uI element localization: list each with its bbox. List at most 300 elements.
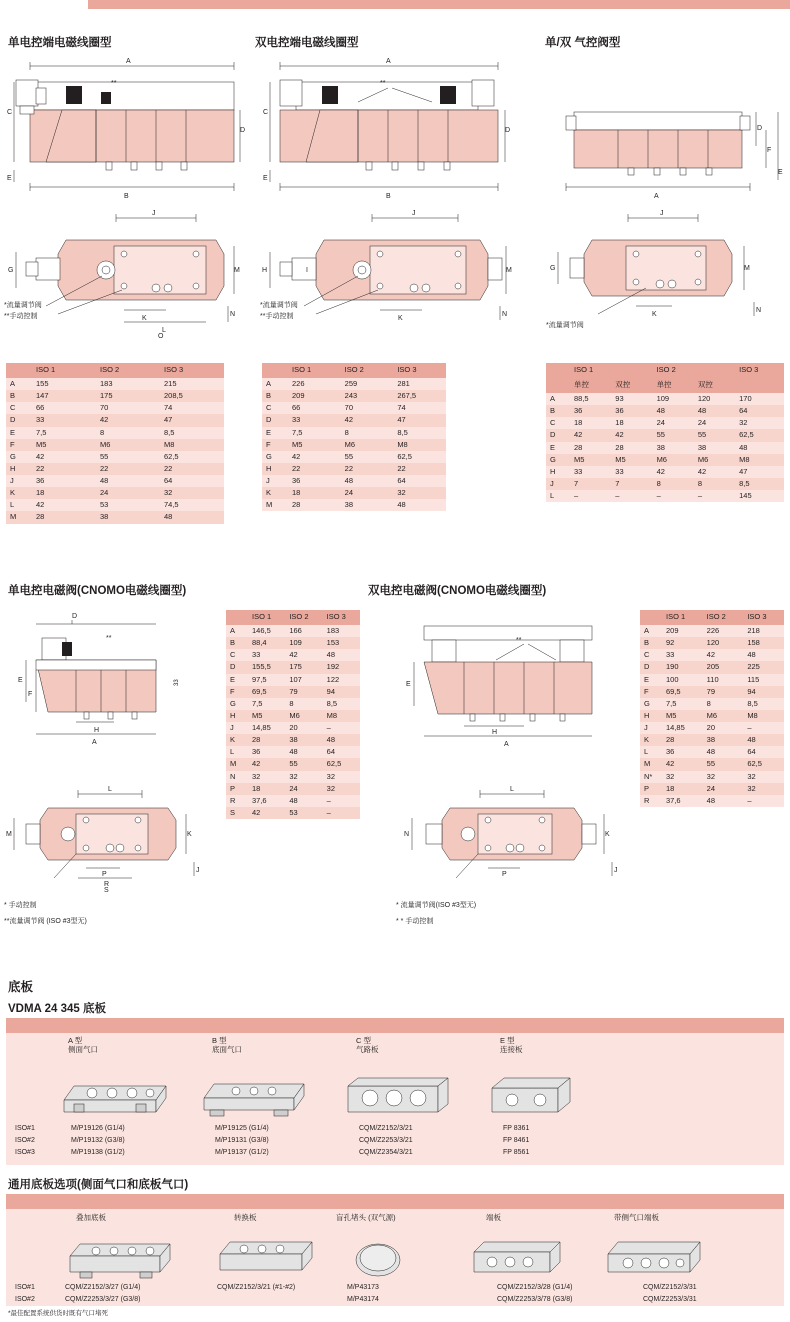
cell: H: [550, 466, 556, 476]
svg-text:S: S: [104, 887, 109, 892]
cell: F: [266, 439, 271, 449]
cell: 48: [706, 747, 715, 757]
vdma-image-a: [56, 1070, 176, 1118]
cell: M6: [706, 710, 718, 720]
cell: 155,5: [252, 662, 271, 672]
cell: 64: [326, 747, 335, 757]
table-row: [6, 414, 224, 426]
cell: 22: [397, 463, 406, 473]
cell: M5: [292, 439, 303, 449]
cell: 7,5: [666, 698, 677, 708]
table-row: [226, 674, 360, 686]
svg-text:P: P: [102, 871, 107, 878]
cell: 8: [706, 698, 711, 708]
table3-group-header-row: [546, 363, 784, 378]
cell: 215: [164, 379, 177, 388]
cell-c3: M/P43174: [347, 1295, 379, 1303]
table-row: [6, 511, 224, 523]
section-title-2: 双电控端电磁线圈型: [255, 37, 359, 49]
cell: 243: [344, 391, 358, 401]
table-row: [6, 451, 224, 463]
table-row: [226, 698, 360, 710]
table5-header-row: [640, 610, 784, 625]
footnote-1b: **手动控制: [4, 313, 38, 320]
table-row: [546, 490, 784, 502]
cell: 62,5: [326, 759, 342, 769]
svg-text:M: M: [506, 267, 512, 274]
cell: 7: [574, 478, 579, 488]
vdma-col-b-desc: 底面气口: [212, 1045, 242, 1055]
cell: 62,5: [397, 451, 412, 461]
cell-c: CQM/Z2253/3/21: [359, 1136, 413, 1144]
cell: N: [230, 771, 236, 781]
table-row: [640, 710, 784, 722]
cell: –: [326, 795, 331, 805]
cell-a: M/P19132 (G3/8): [71, 1136, 125, 1144]
cell: 32: [326, 783, 335, 793]
svg-text:M: M: [744, 265, 750, 272]
table-row: [226, 734, 360, 746]
cell: 20: [706, 723, 715, 732]
cell: L: [550, 491, 555, 500]
cell: D: [266, 415, 272, 425]
table1-head-1: ISO 1: [32, 363, 96, 378]
cell: 190: [666, 662, 679, 672]
vdma-panel: [6, 1018, 784, 1165]
cell: 110: [706, 674, 719, 684]
cell: 70: [344, 403, 353, 413]
section-title-4: 单电控电磁阀(CNOMO电磁线圈型): [8, 585, 187, 597]
vdma-col-e-type: E 型: [500, 1036, 515, 1045]
table3-sub-3: 单控: [653, 378, 694, 393]
cell: M6: [344, 439, 356, 449]
universal-image-adapter-plate: [214, 1232, 324, 1282]
cell: 79: [706, 686, 715, 696]
svg-text:R: R: [104, 881, 110, 888]
footnote-4a: * 手动控制: [4, 902, 37, 909]
cell: 8,5: [164, 427, 175, 437]
cell: 48: [697, 406, 707, 416]
dimension-table-1: [6, 363, 224, 524]
cell: 8: [656, 478, 661, 488]
table-row: [640, 625, 784, 637]
cell: K: [266, 488, 272, 498]
cell: 18: [292, 488, 301, 498]
cell: E: [266, 427, 272, 437]
svg-text:**: **: [106, 635, 112, 642]
cell-c2: CQM/Z2152/3/21 (#1-#2): [217, 1284, 296, 1291]
cell: D: [10, 415, 16, 425]
cell: 33: [666, 650, 675, 660]
cell: E: [230, 674, 236, 684]
cell: –: [747, 795, 752, 805]
svg-text:B: B: [124, 193, 129, 200]
cell: 146,5: [252, 626, 271, 635]
cell: 28: [574, 442, 583, 452]
cell: B: [266, 391, 272, 401]
cell: E: [10, 427, 16, 437]
cell: F: [10, 439, 15, 449]
svg-text:J: J: [152, 210, 156, 217]
cell: 24: [697, 418, 707, 428]
cell-iso: ISO#2: [15, 1295, 35, 1303]
cell: 24: [656, 418, 665, 428]
table-row: [640, 795, 784, 807]
table5-head-3: ISO 3: [743, 610, 784, 625]
cell: 175: [289, 662, 302, 672]
cell: 88,4: [252, 638, 267, 648]
table4-head-3: ISO 3: [323, 610, 360, 625]
cell: G: [644, 698, 650, 708]
cell: 8,5: [397, 427, 408, 437]
svg-text:F: F: [767, 147, 772, 154]
cell: 32: [706, 771, 715, 781]
footnote-5a: * 流量调节阀(ISO #3型无): [396, 902, 477, 909]
cell: B: [644, 638, 650, 648]
cell: 42: [289, 650, 298, 660]
cell: 48: [289, 747, 298, 757]
cell-c2: [214, 1294, 344, 1306]
cell: 64: [397, 476, 406, 485]
cell: 120: [697, 394, 711, 403]
cell: 66: [36, 403, 45, 413]
cell: 55: [344, 451, 353, 461]
table3-sub-header-row: [546, 378, 784, 393]
cell: 28: [292, 500, 301, 510]
cell: 70: [100, 403, 109, 413]
cell-e: FP 8561: [503, 1148, 530, 1156]
cell: 33: [36, 415, 45, 425]
cell-b: M/P19125 (G1/4): [215, 1125, 269, 1132]
cell: 20: [289, 723, 298, 732]
cell-a: M/P19126 (G1/4): [71, 1125, 125, 1132]
table1-head-2: ISO 2: [96, 363, 160, 378]
cell: 38: [656, 442, 665, 452]
table3-sub-0: [546, 378, 570, 393]
vdma-col-c: [356, 1036, 379, 1055]
cell: R: [644, 795, 650, 805]
cell: 32: [252, 771, 261, 781]
table-row: [226, 771, 360, 783]
table-row: [546, 466, 784, 478]
cell: –: [656, 491, 661, 500]
cell: 48: [326, 650, 335, 660]
cell: 109: [289, 638, 302, 648]
cell: 226: [706, 626, 720, 635]
dimension-table-5: [640, 610, 784, 807]
cell: 205: [706, 662, 720, 672]
cell: 38: [697, 442, 707, 452]
cell: 32: [326, 771, 335, 781]
cell: 55: [656, 430, 665, 440]
table1-head-0: [6, 363, 32, 378]
cell: J: [266, 476, 270, 485]
cell: M5: [666, 710, 677, 720]
table-row: [640, 637, 784, 649]
table-row: [546, 442, 784, 454]
cell: B: [10, 391, 16, 401]
cell: –: [326, 723, 331, 732]
cell: N*: [644, 771, 653, 781]
table4-header-row: [226, 610, 360, 625]
table-row: [226, 625, 360, 637]
svg-text:C: C: [263, 109, 269, 116]
vdma-panel-header: [6, 1018, 784, 1033]
svg-text:N: N: [230, 311, 236, 318]
table-row: [640, 771, 784, 783]
cell: –: [574, 491, 579, 500]
cell: 158: [747, 638, 760, 648]
cell: L: [230, 747, 235, 757]
table-row: [6, 427, 224, 439]
cell: 62,5: [739, 430, 754, 440]
table-row: [262, 427, 446, 439]
svg-text:J: J: [614, 867, 618, 874]
table4-head-0: [226, 610, 248, 625]
cell: 32: [747, 771, 756, 781]
cell: 7,5: [292, 427, 303, 437]
footnote-1a: *流量调节阀: [4, 302, 42, 309]
cell: 7: [615, 478, 620, 488]
cell: 69,5: [666, 686, 681, 696]
cell: C: [266, 403, 272, 413]
drawing-single-solenoid-top: [6, 210, 246, 340]
cell-iso: ISO#1: [15, 1284, 35, 1291]
cell: 42: [697, 466, 707, 476]
cell: M6: [656, 454, 667, 464]
table2-head-3: ISO 3: [393, 363, 446, 378]
cell: 36: [615, 406, 624, 416]
cell-c5: CQM/Z2152/3/31: [643, 1284, 697, 1291]
vdma-col-e: [500, 1036, 523, 1055]
table-row: [262, 402, 446, 414]
table-row: [226, 795, 360, 807]
cell: H: [230, 710, 236, 720]
cell: A: [10, 379, 16, 388]
table3-head-iso3: ISO 3: [735, 363, 784, 378]
table-row: [6, 439, 224, 451]
table3-head-0: [546, 363, 570, 378]
cell: 74,5: [164, 500, 179, 510]
table-row: [12, 1135, 772, 1147]
cell: 88,5: [574, 394, 589, 403]
table-row: [262, 487, 446, 499]
cell: 107: [289, 674, 302, 684]
universal-image-stack-plate: [62, 1232, 182, 1282]
cell: A: [230, 626, 236, 635]
cell: 8: [344, 427, 349, 437]
table-row: [640, 722, 784, 734]
cell: 38: [344, 500, 353, 510]
svg-text:**: **: [516, 637, 522, 644]
table-row: [546, 478, 784, 490]
cell: 74: [164, 403, 173, 413]
table3-sub-5: [735, 378, 784, 393]
vdma-table: [12, 1123, 772, 1158]
cell: 53: [289, 807, 298, 817]
cell: L: [644, 747, 649, 757]
cell: P: [644, 783, 650, 793]
cell: 47: [164, 415, 173, 425]
cell-c3: M/P43173: [347, 1284, 379, 1291]
cell: 55: [697, 430, 707, 440]
svg-text:A: A: [654, 193, 659, 200]
cell-b: M/P19131 (G3/8): [215, 1136, 269, 1144]
universal-title: 通用底板选项(侧面气口和底板气口): [8, 1179, 189, 1191]
cell: M8: [747, 710, 758, 720]
footnote-5b: * * 手动控制: [396, 918, 434, 925]
table-row: [546, 429, 784, 441]
svg-text:H: H: [262, 267, 268, 274]
footnote-3: *流量调节阀: [546, 322, 584, 329]
cell: 48: [164, 512, 173, 522]
cell: 22: [344, 463, 353, 473]
cell: 28: [666, 735, 675, 745]
cell: 7,5: [36, 427, 47, 437]
cell: 14,85: [252, 723, 271, 732]
cell: 32: [164, 488, 173, 498]
table2-head-1: ISO 1: [288, 363, 341, 378]
plate-footnote: *最佳配置系统供货时既有气口堵死: [8, 1310, 109, 1317]
cell: C: [10, 403, 16, 413]
cell: 145: [739, 491, 752, 500]
table-row: [6, 487, 224, 499]
vdma-col-e-desc: 连接板: [500, 1045, 523, 1055]
cell: L: [10, 500, 15, 510]
universal-image-end-plate: [466, 1232, 576, 1282]
cell: 218: [747, 626, 760, 635]
cell: G: [230, 698, 236, 708]
cell: 37,6: [666, 795, 681, 805]
cell: K: [230, 735, 236, 745]
cell: M: [266, 500, 273, 510]
cell: 94: [326, 686, 335, 696]
table2-head-0: [262, 363, 288, 378]
universal-image-end-plate-side-port: [600, 1232, 720, 1282]
cell: P: [230, 783, 236, 793]
table1-head-3: ISO 3: [160, 363, 224, 378]
svg-text:K: K: [652, 311, 657, 318]
cell: –: [747, 723, 752, 732]
cell: 47: [397, 415, 406, 425]
cell: 8,5: [326, 698, 338, 708]
cell: 42: [706, 650, 715, 660]
cell: 94: [747, 686, 756, 696]
universal-col-2: 转换板: [234, 1213, 257, 1222]
cell-c: CQM/Z2354/3/21: [359, 1148, 413, 1156]
svg-text:M: M: [234, 267, 240, 274]
svg-text:K: K: [142, 315, 147, 322]
cell: 55: [289, 759, 298, 769]
svg-text:H: H: [492, 729, 498, 736]
drawing-single-solenoid-side: [6, 52, 246, 202]
svg-text:E: E: [18, 677, 23, 684]
cell: 48: [344, 476, 353, 485]
cell: –: [615, 491, 620, 500]
cell: –: [697, 491, 703, 500]
cell: J: [550, 478, 554, 488]
drawing-double-solenoid-side: [262, 52, 512, 202]
vdma-col-a-desc: 侧面气口: [68, 1045, 98, 1055]
svg-text:L: L: [108, 786, 112, 793]
cell: 66: [292, 403, 301, 413]
dimension-table-3: [546, 363, 784, 502]
cell: 36: [574, 406, 583, 416]
table3-sub-4: 双控: [694, 378, 735, 393]
svg-text:E: E: [778, 169, 783, 176]
table4-head-1: ISO 1: [248, 610, 285, 625]
cell: 55: [706, 759, 715, 769]
dimension-table-2: [262, 363, 446, 511]
cell: S: [230, 807, 236, 817]
cell: H: [266, 463, 272, 473]
cell: 8: [289, 698, 294, 708]
svg-text:**: **: [111, 80, 117, 87]
cell: 64: [739, 406, 748, 416]
cell: 8: [697, 478, 703, 488]
cell: D: [550, 430, 556, 440]
drawing-cnomo-double-side: [404, 606, 624, 776]
table-row: [640, 674, 784, 686]
cell-iso: ISO#3: [15, 1148, 35, 1156]
cell: 48: [326, 735, 335, 745]
table-row: [6, 390, 224, 402]
drawing-air-pilot-top: [548, 210, 788, 330]
svg-text:G: G: [550, 265, 556, 272]
cell: 48: [289, 795, 298, 805]
table-row: [640, 661, 784, 673]
cell-a: M/P19138 (G1/2): [71, 1148, 125, 1156]
cell: B: [230, 638, 236, 648]
cell: 24: [706, 783, 715, 793]
table-row: [226, 758, 360, 770]
cell: 32: [747, 783, 756, 793]
cell: 8,5: [747, 698, 758, 708]
svg-text:G: G: [8, 267, 14, 274]
svg-text:K: K: [398, 315, 403, 322]
cell: 48: [739, 442, 748, 452]
cell: 33: [252, 650, 261, 660]
cell-iso: ISO#1: [15, 1125, 35, 1132]
cell: M8: [739, 454, 750, 464]
svg-text:A: A: [92, 739, 97, 746]
table-row: [226, 686, 360, 698]
vdma-image-c: [342, 1070, 452, 1118]
cell: 33: [292, 415, 301, 425]
cell: 28: [36, 512, 45, 522]
table-row: [262, 463, 446, 475]
svg-text:I: I: [306, 267, 308, 274]
cell: M6: [100, 439, 111, 449]
table-row: [640, 686, 784, 698]
cell: 18: [615, 418, 624, 428]
cell: G: [10, 451, 16, 461]
table-row: [262, 499, 446, 511]
cell: M6: [697, 454, 709, 464]
svg-text:E: E: [263, 175, 268, 182]
cell: 28: [252, 735, 261, 745]
table3-head-iso2: ISO 2: [653, 363, 736, 378]
table-row: [262, 414, 446, 426]
cell: 48: [706, 795, 715, 805]
cell: B: [550, 406, 556, 416]
cell: 18: [36, 488, 45, 498]
table-row: [640, 734, 784, 746]
cell: 42: [656, 466, 665, 476]
cell: 36: [252, 747, 261, 757]
table-row: [640, 746, 784, 758]
cell-e: FP 8461: [503, 1136, 530, 1144]
